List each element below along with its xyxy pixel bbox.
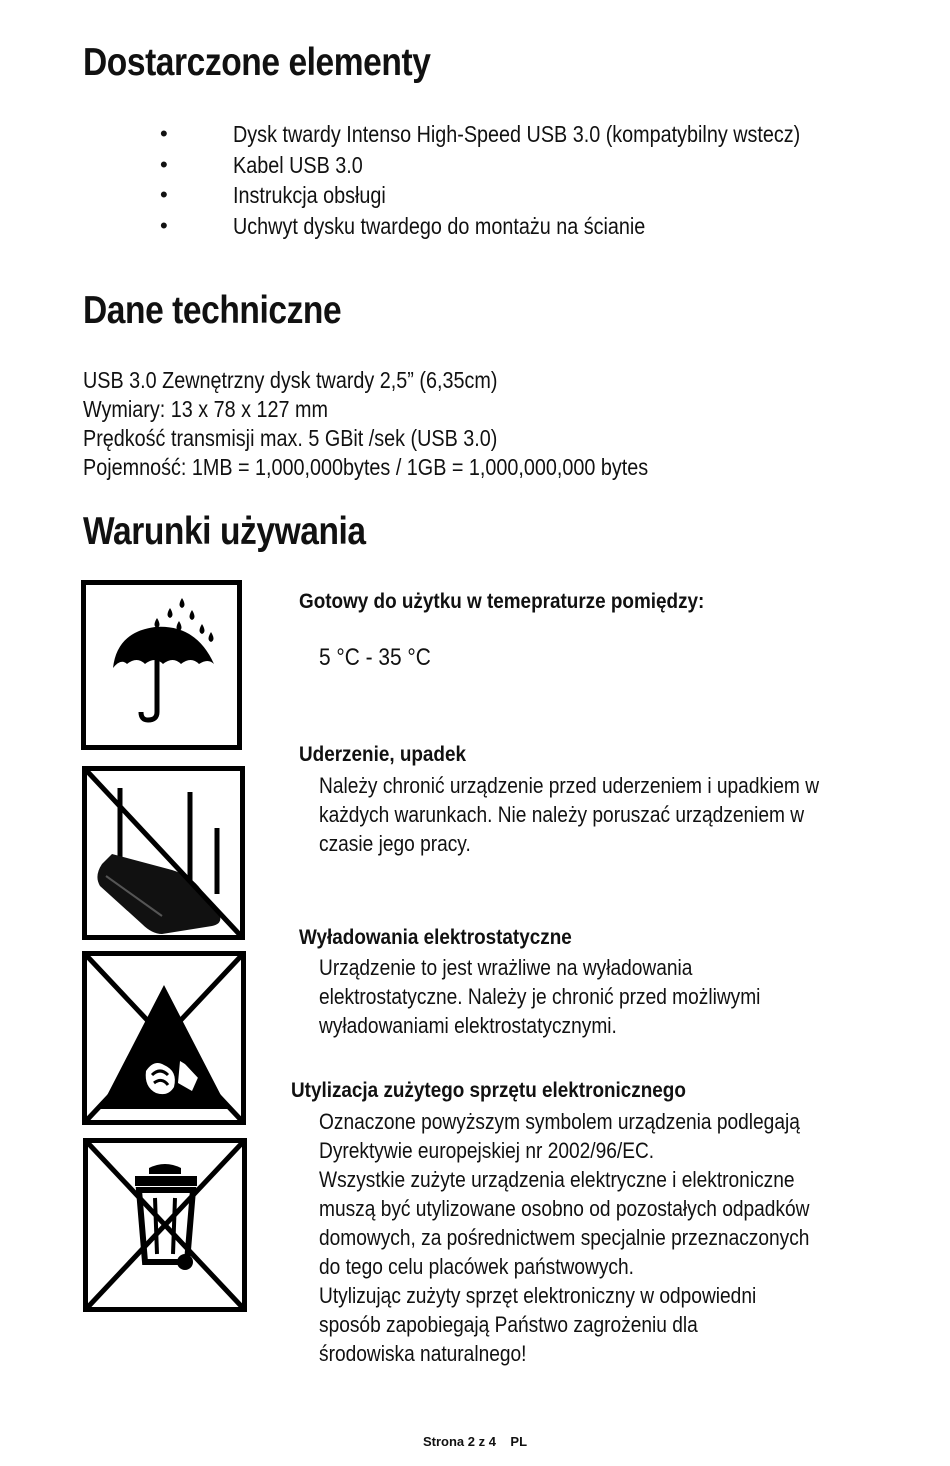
bullet: •	[160, 121, 168, 146]
list-item-text: Uchwyt dysku twardego do montażu na ścianie	[233, 212, 646, 239]
page-total: 4	[488, 1434, 496, 1449]
text-line: Należy chronić urządzenie przed uderzeniem i upadkiem w	[319, 773, 820, 798]
list-item-text: Kabel USB 3.0	[233, 151, 363, 178]
language-code: PL	[510, 1434, 528, 1449]
spec-line: Prędkość transmisji max. 5 GBit /sek (USB 3.0)	[83, 425, 498, 451]
conditions-title: Warunki używania	[83, 510, 366, 553]
list-item-text: Dysk twardy Intenso High-Speed USB 3.0 (kompatybilny wstecz)	[233, 121, 801, 147]
temperature-range: 5 °C - 35 °C	[319, 644, 431, 671]
spec-line: USB 3.0 Zewnętrzny dysk twardy 2,5” (6,35cm)	[83, 367, 498, 393]
page-of-word: z	[478, 1434, 486, 1449]
specs-block	[83, 366, 740, 482]
crossed-bin-icon	[83, 1138, 247, 1312]
page-word: Strona	[422, 1434, 465, 1449]
esd-text	[319, 953, 826, 1040]
text-line: Urządzenie to jest wrażliwe na wyładowania	[319, 955, 693, 980]
text-line: środowiska naturalnego!	[319, 1341, 527, 1366]
esd-heading: Wyładowania elektrostatyczne	[299, 926, 572, 949]
text-line: domowych, za pośrednictwem specjalnie przeznaczonych	[319, 1225, 810, 1250]
text-line: sposób zapobiegają Państwo zagrożeniu dla	[319, 1312, 698, 1337]
esd-warning-icon	[82, 951, 246, 1125]
no-drop-icon	[82, 766, 245, 940]
text-line: muszą być utylizowane osobno od pozostałych odpadków	[319, 1196, 810, 1221]
text-line: wyładowaniami elektrostatycznymi.	[319, 1013, 617, 1038]
temperature-heading: Gotowy do użytku w temepraturze pomiędzy:	[299, 590, 705, 613]
included-title: Dostarczone elementy	[83, 41, 431, 84]
umbrella-rain-icon	[81, 580, 243, 752]
text-line: do tego celu placówek państwowych.	[319, 1254, 634, 1279]
spec-line: Wymiary: 13 x 78 x 127 mm	[83, 396, 328, 422]
bullet: •	[160, 151, 168, 177]
impact-text	[319, 771, 894, 858]
text-line: Utylizując zużyty sprzęt elektroniczny w odpowiedni	[319, 1283, 757, 1308]
specs-title: Dane techniczne	[83, 289, 342, 332]
page-current: 2	[467, 1434, 475, 1449]
text-line: Dyrektywie europejskiej nr 2002/96/EC.	[319, 1138, 655, 1163]
text-line: czasie jego pracy.	[319, 831, 471, 856]
list-item-text: Instrukcja obsługi	[233, 182, 386, 208]
text-line: Wszystkie zużyte urządzenia elektryczne i elektroniczne	[319, 1167, 795, 1192]
page-footer	[0, 1434, 950, 1449]
text-line: Oznaczone powyższym symbolem urządzenia podlegają	[319, 1109, 800, 1134]
impact-heading: Uderzenie, upadek	[299, 743, 467, 766]
text-line: każdych warunkach. Nie należy poruszać urządzeniem w	[319, 802, 805, 827]
bullet: •	[160, 212, 168, 238]
disposal-text	[319, 1107, 883, 1368]
spec-line: Pojemność: 1MB = 1,000,000bytes / 1GB = 1,000,000,000 bytes	[83, 454, 649, 480]
text-line: elektrostatyczne. Należy je chronić przed możliwymi	[319, 984, 761, 1009]
disposal-heading: Utylizacja zużytego sprzętu elektronicznego	[291, 1079, 686, 1102]
bullet: •	[160, 182, 168, 207]
